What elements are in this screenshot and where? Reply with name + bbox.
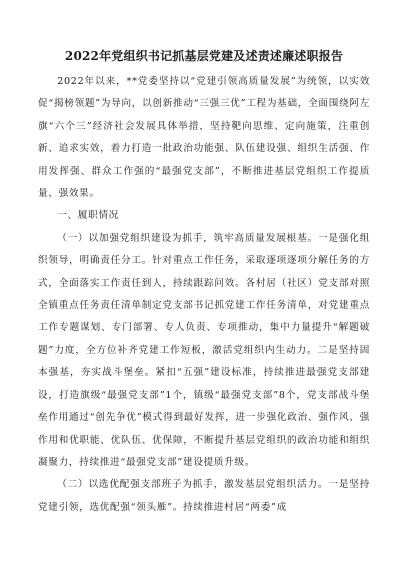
body-paragraph-2: （二）以选优配强支部班子为抓手，激发基层党组织活力。一是坚持党建引领，选优配强“领头雁”。持续推进村居“两委”成 [38,479,370,513]
document-title: 2022年党组织书记抓基层党建及述责述廉述职报告 [64,49,344,63]
intro-paragraph: 2022年以来，**党委坚持以“党建引领高质量发展”为统领，以实效促“揭榜领题”为导向，以创新推动“三强三优”工程为基础，全面围绕阿左旗“六个三”经济社会发展具体举措，坚持靶向思维、定向施策，注重创新、追求实效，着力打造一批政治功能强、队伍建设强、组织生活强、作用发挥强、群众工作强的“最强党支部”，不断推进基层党组织工作提质量、强效果。 [38,76,370,200]
body-paragraph-1: （一）以加强党组织建设为抓手，筑牢高质量发展根基。一是强化组织领导，明确责任分工。针对重点工作任务，采取逐项逐项分解任务的方式，全面落实工作责任到人，持续跟踪问效。各村居（社区）党支部对照全镇重点任务责任清单制定党支部书记抓党建工作任务清单，对党建重点工作专题谋划、专门部署、专人负责、专项推动，集中力量提升“解题破题”力度，全方位补齐党建工作短板，激活党组织内生动力。二是坚持固本强基，夯实战斗堡垒。紧扣“五强”建设标准，持续推进最强党支部建设，打造旗级“最强党支部”1个，镇级“最强党支部”8个，党支部战斗堡垒作用通过“创先争优”模式得到最好发挥，进一步强化政治、强作风、强作用和优职能、优队伍、优保障，不断提升基层党组织的政治功能和组织凝聚力，持续推进“最强党支部”建设提质升级。 [38,232,370,468]
section-heading: 一、履职情况 [57,210,119,222]
